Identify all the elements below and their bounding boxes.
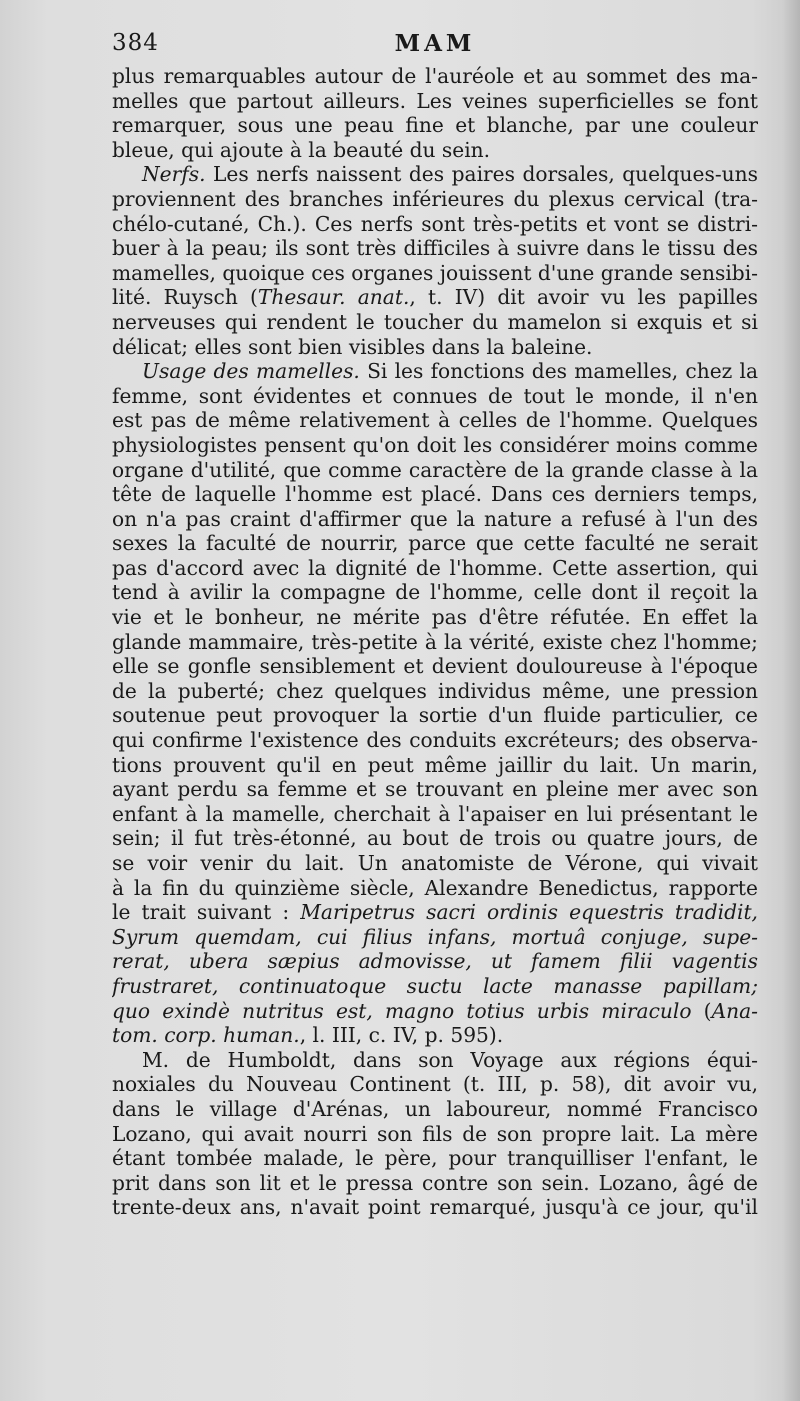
text-segment: dans le village d'Arénas, un laboureur, nommé Francisco	[112, 1096, 758, 1121]
text-line	[112, 384, 758, 409]
text-segment: M. de Humboldt, dans son Voyage aux régions équi-	[142, 1047, 758, 1072]
text-line	[112, 703, 758, 728]
text-line	[112, 1171, 758, 1196]
text-line	[112, 138, 758, 163]
text-segment: est pas de même relativement à celles de l'homme. Quelques	[112, 408, 758, 433]
text-segment: on n'a pas craint d'affirmer que la nature a refusé à l'un des	[112, 506, 758, 531]
text-line	[112, 408, 758, 433]
text-segment: plus remarquables autour de l'auréole et au sommet des ma-	[112, 64, 758, 88]
text-segment: , t. IV) dit avoir vu les papilles	[409, 285, 758, 310]
text-segment: nerveuses qui rendent le toucher du mamelon si exquis et si	[112, 309, 758, 334]
italic-segment: frustraret, continuatoque suctu lacte manasse papillam;	[112, 973, 758, 998]
text-segment: soutenue peut provoquer la sortie d'un fluide particulier, ce	[112, 703, 758, 728]
text-segment: délicat; elles sont bien visibles dans la baleine.	[112, 334, 593, 359]
body-text	[112, 64, 758, 1220]
text-line	[112, 949, 758, 974]
text-segment: enfant à la mamelle, cherchait à l'apaiser en lui présentant le	[112, 801, 758, 826]
italic-segment: quo exindè nutritus est, magno totius urbis miraculo	[112, 998, 692, 1023]
text-line	[112, 187, 758, 212]
text-segment: le trait suivant :	[112, 900, 301, 925]
text-line	[112, 1195, 758, 1220]
text-segment: tions prouvent qu'il en peut même jaillir du lait. Un marin,	[112, 752, 758, 777]
text-segment: ayant perdu sa femme et se trouvant en pleine mer avec son	[112, 777, 758, 802]
text-segment: se voir venir du lait. Un anatomiste de Vérone, qui vivait	[112, 851, 758, 875]
text-segment: chélo-cutané, Ch.). Ces nerfs sont très-petits et vont se distri-	[112, 211, 758, 236]
italic-segment: Ana-	[711, 998, 758, 1023]
text-line	[112, 728, 758, 753]
text-line	[112, 310, 758, 335]
text-line	[112, 826, 758, 851]
text-line	[112, 89, 758, 114]
text-segment: buer à la peau; ils sont très difficiles à suivre dans le tissu des	[112, 236, 758, 261]
text-line	[112, 531, 758, 556]
text-line	[112, 580, 758, 605]
text-segment: à la fin du quinzième siècle, Alexandre Benedictus, rapporte	[112, 875, 758, 900]
text-segment: melles que partout ailleurs. Les veines superficielles se font	[112, 88, 758, 113]
page-edge-shadow	[782, 0, 800, 1401]
text-segment: Lozano, qui avait nourri son fils de son propre lait. La mère	[112, 1121, 758, 1146]
text-line	[112, 113, 758, 138]
text-segment: , l. III, c. IV, p. 595).	[299, 1023, 504, 1048]
italic-segment: Maripetrus sacri ordinis equestris tradidit,	[300, 900, 758, 925]
text-line	[112, 261, 758, 286]
text-line	[112, 1048, 758, 1073]
text-line	[112, 851, 758, 876]
text-segment: sexes la faculté de nourrir, parce que cette faculté ne serait	[112, 531, 758, 556]
text-segment: elle se gonfle sensiblement et devient douloureuse à l'époque	[112, 654, 758, 679]
text-line	[112, 925, 758, 950]
text-line	[112, 433, 758, 458]
text-segment: vie et le bonheur, ne mérite pas d'être réfutée. En effet la	[112, 605, 758, 630]
text-segment: sein; il fut très-étonné, au bout de trois ou quatre jours, de	[112, 826, 758, 851]
text-segment: qui confirme l'existence des conduits excréteurs; des observa-	[112, 728, 758, 753]
text-segment: physiologistes pensent qu'on doit les considérer moins comme	[112, 432, 758, 457]
italic-segment: rerat, ubera sæpius admovisse, ut famem filii vagentis	[112, 949, 758, 974]
text-line	[112, 335, 758, 360]
text-segment: organe d'utilité, que comme caractère de la grande classe à la	[112, 457, 758, 482]
text-segment: femme, sont évidentes et connues de tout le monde, il n'en	[112, 383, 758, 408]
text-segment: tend à avilir la compagne de l'homme, celle dont il reçoit la	[112, 580, 758, 605]
text-line	[112, 630, 758, 655]
text-line	[112, 1097, 758, 1122]
text-line	[112, 605, 758, 630]
text-line	[112, 162, 758, 187]
text-line	[112, 900, 758, 925]
text-segment: bleue, qui ajoute à la beauté du sein.	[112, 137, 491, 162]
text-line	[112, 64, 758, 89]
italic-segment: Usage des mamelles.	[142, 359, 360, 384]
italic-segment: Thesaur. anat.	[257, 285, 410, 310]
text-line	[112, 999, 758, 1024]
text-segment: noxiales du Nouveau Continent (t. III, p. 58), dit avoir vu,	[112, 1072, 758, 1097]
text-line	[112, 777, 758, 802]
text-segment: de la puberté; chez quelques individus même, une pression	[112, 678, 758, 703]
text-line	[112, 507, 758, 532]
text-line	[112, 285, 758, 310]
text-segment: mamelles, quoique ces organes jouissent d'une grande sensibi-	[112, 260, 758, 285]
text-line	[112, 359, 758, 384]
text-segment: Les nerfs naissent des paires dorsales, quelques-uns	[205, 162, 758, 187]
text-segment: proviennent des branches inférieures du plexus cervical (tra-	[112, 186, 758, 211]
text-line	[112, 802, 758, 827]
text-line	[112, 482, 758, 507]
running-head: MAM	[394, 30, 476, 57]
text-line	[112, 236, 758, 261]
text-segment: glande mammaire, très-petite à la vérité, existe chez l'homme;	[112, 629, 758, 654]
page-number: 384	[112, 30, 159, 56]
text-line	[112, 974, 758, 999]
page-header	[112, 30, 758, 64]
text-line	[112, 1023, 758, 1048]
text-segment: étant tombée malade, le père, pour tranquilliser l'enfant, le	[112, 1146, 758, 1171]
text-segment: Si les fonctions des mamelles, chez la	[359, 359, 758, 384]
text-segment: prit dans son lit et le pressa contre son sein. Lozano, âgé de	[112, 1170, 758, 1195]
text-line	[112, 458, 758, 483]
text-line	[112, 679, 758, 704]
italic-segment: tom. corp. human.	[112, 1023, 300, 1048]
italic-segment: Nerfs.	[142, 162, 206, 187]
text-line	[112, 876, 758, 901]
text-segment: pas d'accord avec la dignité de l'homme. Cette assertion, qui	[112, 555, 758, 580]
text-segment: (	[691, 998, 712, 1023]
text-line	[112, 556, 758, 581]
text-segment: trente-deux ans, n'avait point remarqué, jusqu'à ce jour, qu'il	[112, 1195, 758, 1220]
text-segment: tête de laquelle l'homme est placé. Dans ces derniers temps,	[112, 482, 758, 507]
text-segment: lité. Ruysch (	[112, 285, 258, 310]
text-segment: remarquer, sous une peau fine et blanche, par une couleur	[112, 113, 758, 138]
text-line	[112, 654, 758, 679]
text-line	[112, 212, 758, 237]
text-line	[112, 1146, 758, 1171]
italic-segment: Syrum quemdam, cui filius infans, mortuâ conjuge, supe-	[112, 924, 758, 949]
text-line	[112, 753, 758, 778]
text-line	[112, 1122, 758, 1147]
text-line	[112, 1072, 758, 1097]
